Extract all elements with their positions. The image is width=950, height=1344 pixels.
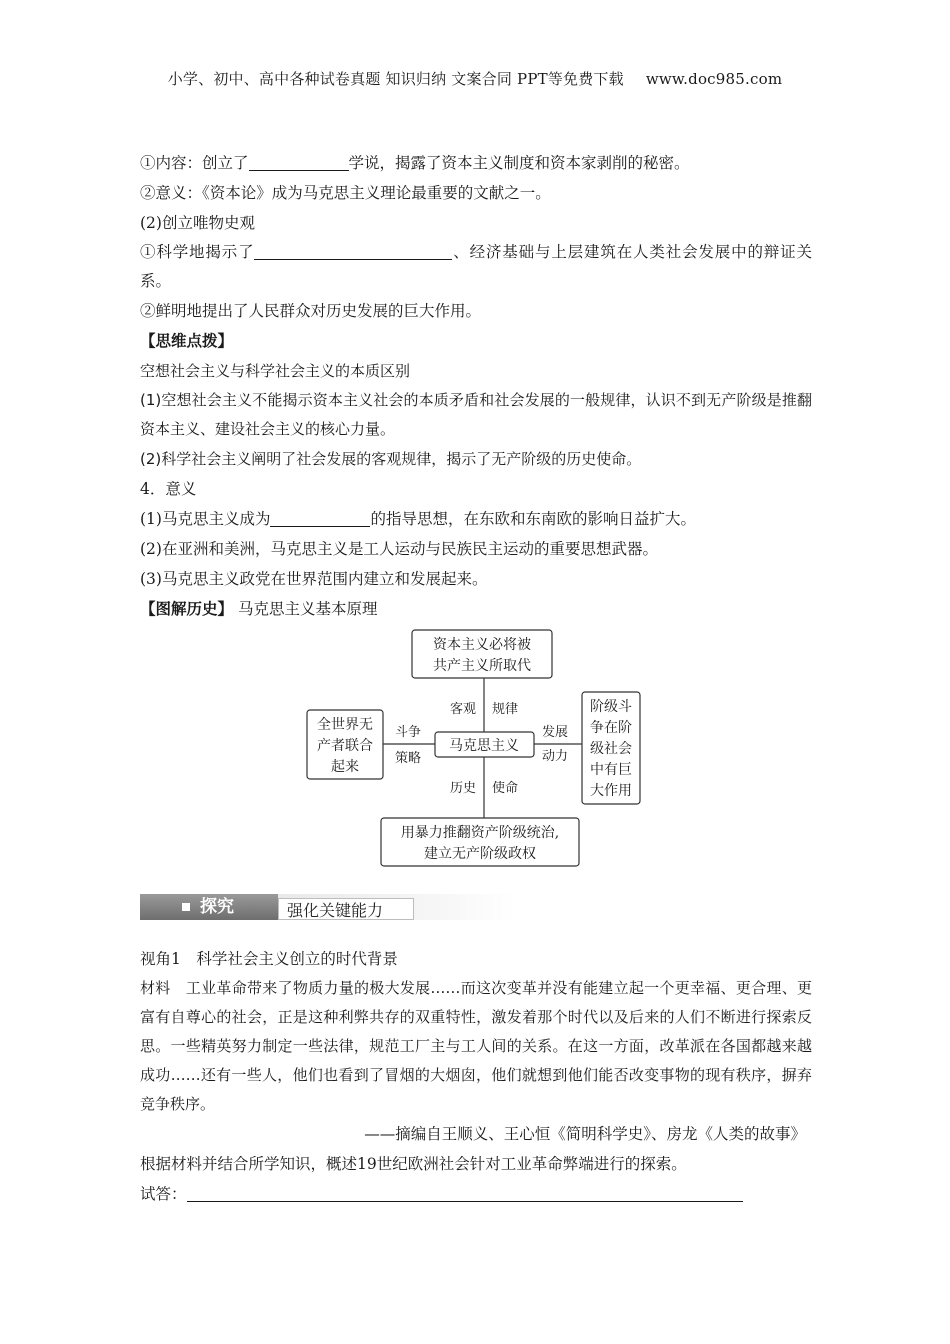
connector-label: 斗争	[394, 725, 422, 740]
connector-label: 策略	[394, 751, 422, 766]
right-box-line: 大作用	[590, 783, 632, 799]
thinking-heading: 【思维点拨】	[140, 331, 234, 350]
inquiry-section	[140, 944, 812, 1209]
banner-right-label: 强化关键能力	[287, 901, 384, 920]
inquiry-source: ——摘编自王顺义、王心恒《简明科学史》、房龙《人类的故事》	[364, 1125, 806, 1143]
section-heading: 4．意义	[140, 480, 197, 498]
line-text: ①科学地揭示了	[140, 243, 255, 261]
connector-label: 历史	[449, 781, 476, 796]
content-paragraph	[140, 238, 812, 296]
bottom-box-line: 建立无产阶级政权	[424, 846, 536, 862]
main-content	[140, 148, 812, 624]
connector-label: 发展	[541, 725, 569, 740]
thinking-point: (2)科学社会主义阐明了社会发展的客观规律，揭示了无产阶级的历史使命。	[140, 450, 642, 468]
banner-label-box	[278, 898, 414, 920]
diagram-title: 马克思主义基本原理	[237, 600, 378, 618]
line-text: (1)马克思主义成为	[140, 510, 271, 528]
content-line: ②意义：《资本论》成为马克思主义理论最重要的文献之一。	[140, 184, 551, 202]
line-text: 的指导思想，在东欧和东南欧的影响日益扩大。	[370, 510, 696, 528]
fill-blank[interactable]	[254, 241, 452, 260]
banner-left-label: 探究	[200, 897, 234, 917]
top-box-line: 共产主义所取代	[433, 658, 531, 674]
content-line: (3)马克思主义政党在世界范围内建立和发展起来。	[140, 570, 488, 588]
connector-label: 动力	[541, 749, 569, 764]
connector-label: 规律	[492, 702, 519, 717]
inquiry-material: 材料 工业革命带来了物质力量的极大发展……而这次变革并没有能建立起一个更幸福、更合理、更富有自尊心的社会，正是这种利弊共存的双重特性，激发着那个时代以及后来的人们不断进行探索反思。一些精英努力制定一些法律，规范工厂主与工人间的关系。在这一方面，改革派在各国都越来越成功……还有一些人，他们也看到了冒烟的大烟囱，他们就想到他们能否改变事物的现有秩序，摒弃竞争秩序。	[140, 979, 812, 1113]
right-box-line: 中有巨	[590, 762, 632, 778]
answer-row	[140, 1179, 812, 1209]
right-box-line: 级社会	[590, 741, 632, 757]
thinking-point: (1)空想社会主义不能揭示资本主义社会的本质矛盾和社会发展的一般规律，认识不到无产阶级是推翻资本主义、建设社会主义的核心力量。	[140, 391, 812, 438]
left-box-line: 起来	[331, 759, 359, 775]
content-line: ②鲜明地提出了人民群众对历史发展的巨大作用。	[140, 302, 482, 320]
line-text: 、经济基础与上层建筑在人类社会发展中的辩证关系。	[140, 243, 812, 290]
header-site: www.doc985.com	[645, 70, 783, 88]
header-text: 小学、初中、高中各种试卷真题 知识归纳 文案合同 PPT等免费下载	[167, 70, 624, 88]
inquiry-angle: 视角1 科学社会主义创立的时代背景	[140, 950, 398, 968]
line-text: 学说，揭露了资本主义制度和资本家剥削的秘密。	[348, 154, 690, 172]
bottom-box-line: 用暴力推翻资产阶级统治,	[400, 825, 560, 841]
answer-label: 试答：	[140, 1185, 187, 1203]
section-banner	[140, 887, 516, 927]
content-line: (2)创立唯物史观	[140, 214, 255, 232]
inquiry-question: 根据材料并结合所学知识，概述19世纪欧洲社会针对工业革命弊端进行的探索。	[140, 1155, 687, 1173]
content-line	[140, 148, 812, 178]
thinking-title: 空想社会主义与科学社会主义的本质区别	[140, 362, 411, 380]
right-box-line: 阶级斗	[590, 699, 632, 715]
right-box-line: 争在阶	[590, 720, 632, 736]
left-box-line: 产者联合	[317, 738, 373, 754]
fill-blank[interactable]	[270, 508, 370, 527]
center-box-label: 马克思主义	[449, 738, 519, 754]
content-line: (2)在亚洲和美洲，马克思主义是工人运动与民族民主运动的重要思想武器。	[140, 540, 658, 558]
top-box-line: 资本主义必将被	[433, 637, 531, 653]
diagram-heading: 【图解历史】	[140, 599, 234, 618]
banner-dark-part	[140, 894, 278, 920]
left-box-line: 全世界无	[317, 717, 373, 733]
line-text: ①内容：创立了	[140, 154, 249, 172]
marxism-diagram	[300, 626, 650, 870]
banner-light-part	[278, 894, 516, 920]
square-bullet-icon	[182, 903, 190, 911]
connector-label: 使命	[492, 781, 519, 796]
fill-blank[interactable]	[249, 152, 349, 171]
diagram-caption	[140, 594, 812, 624]
answer-blank[interactable]	[187, 1183, 743, 1202]
page-header	[0, 68, 950, 89]
content-line	[140, 504, 812, 534]
connector-label: 客观	[449, 702, 476, 717]
